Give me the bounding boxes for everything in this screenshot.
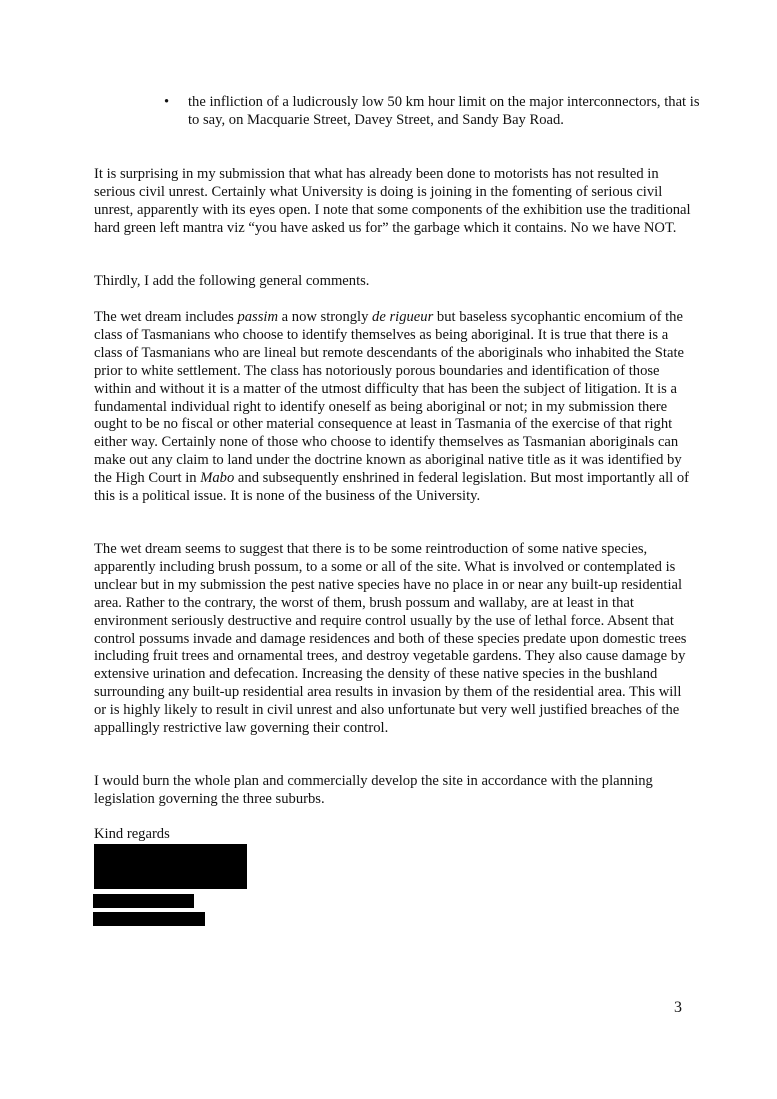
text-run: but baseless sycophantic encomium of the class of Tasmanians who choose to identify themselves as being aboriginal. It is true that there is a class of Tasmanians who are lineal but remote descendants of the aboriginals who inhabited the State prior to white settlement. The class has notoriously porous boundaries and identification of those within and without it is a matter of the utmost difficulty that has been the subject of litigation. It is a fundamental individual right to identify oneself as being aboriginal or not; in my submission there ought to be no fiscal or other material consequence at least in Tasmania of the exercise of that right either way. Certainly none of those who choose to identify themselves as Tasmanian aboriginals can make out any claim to land under the doctrine known as aboriginal native title as it was identified by the High Court in [94, 309, 684, 487]
paragraph-conclusion: I would burn the whole plan and commercially develop the site in accordance with the planning legislation governing the three suburbs. [94, 773, 653, 807]
italic-case-name-mabo: Mabo [200, 470, 235, 487]
bullet-item [164, 94, 714, 130]
paragraph-aboriginal-identity [94, 309, 694, 506]
bullet-list [164, 94, 714, 130]
paragraph-general-comments-intro: Thirdly, I add the following general comments. [94, 273, 370, 289]
paragraph-native-species: The wet dream seems to suggest that there is to be some reintroduction of some native species, apparently including brush possum, to a some or all of the site. What is involved or contemplated is unclear but in my submission the pest native species have no place in or near any built-up residential area. Rather to the contrary, the worst of them, brush possum and wallaby, are at least in that environment seriously destructive and require control usually by the use of lethal force. Absent that control possums invade and damage residences and both of these species predate upon domestic trees including fruit trees and ornamental trees, and destroy vegetable gardens. They also cause damage by extensive urination and defecation. Increasing the density of these native species in the bushland surrounding any built-up residential area results in invasion by them of the residential area. This will or is highly likely to result in civil unrest and also unfortunate but very well justified breaches of the appallingly restrictive law governing their control. [94, 541, 687, 737]
page-number: 3 [674, 999, 682, 1016]
text-run: The wet dream includes [94, 309, 238, 325]
bullet-text: the infliction of a ludicrously low 50 km hour limit on the major interconnectors, that is to say, on Macquarie Street, Davey Street, and Sandy Bay Road. [188, 94, 700, 128]
text-run: a now strongly [278, 309, 373, 325]
redacted-signature-block [94, 844, 247, 889]
text-run: and subsequently enshrined in federal legislation. But most importantly all of this is a political issue. It is none of the business of the University. [94, 470, 690, 505]
sign-off: Kind regards [94, 826, 170, 842]
italic-term-de-rigueur: de rigueur [372, 309, 434, 325]
italic-term-passim: passim [237, 309, 278, 325]
paragraph-civil-unrest: It is surprising in my submission that what has already been done to motorists has not resulted in serious civil unrest. Certainly what University is doing is joining in the fomenting of serious civil unrest, apparently with its eyes open. I note that some components of the exhibition use the traditional hard green left mantra viz “you have asked us for” the garbage which it contains. No we have NOT. [94, 166, 691, 236]
redacted-name-line [93, 894, 194, 908]
redacted-detail-line [93, 912, 205, 926]
bullet-icon: • [164, 94, 170, 110]
